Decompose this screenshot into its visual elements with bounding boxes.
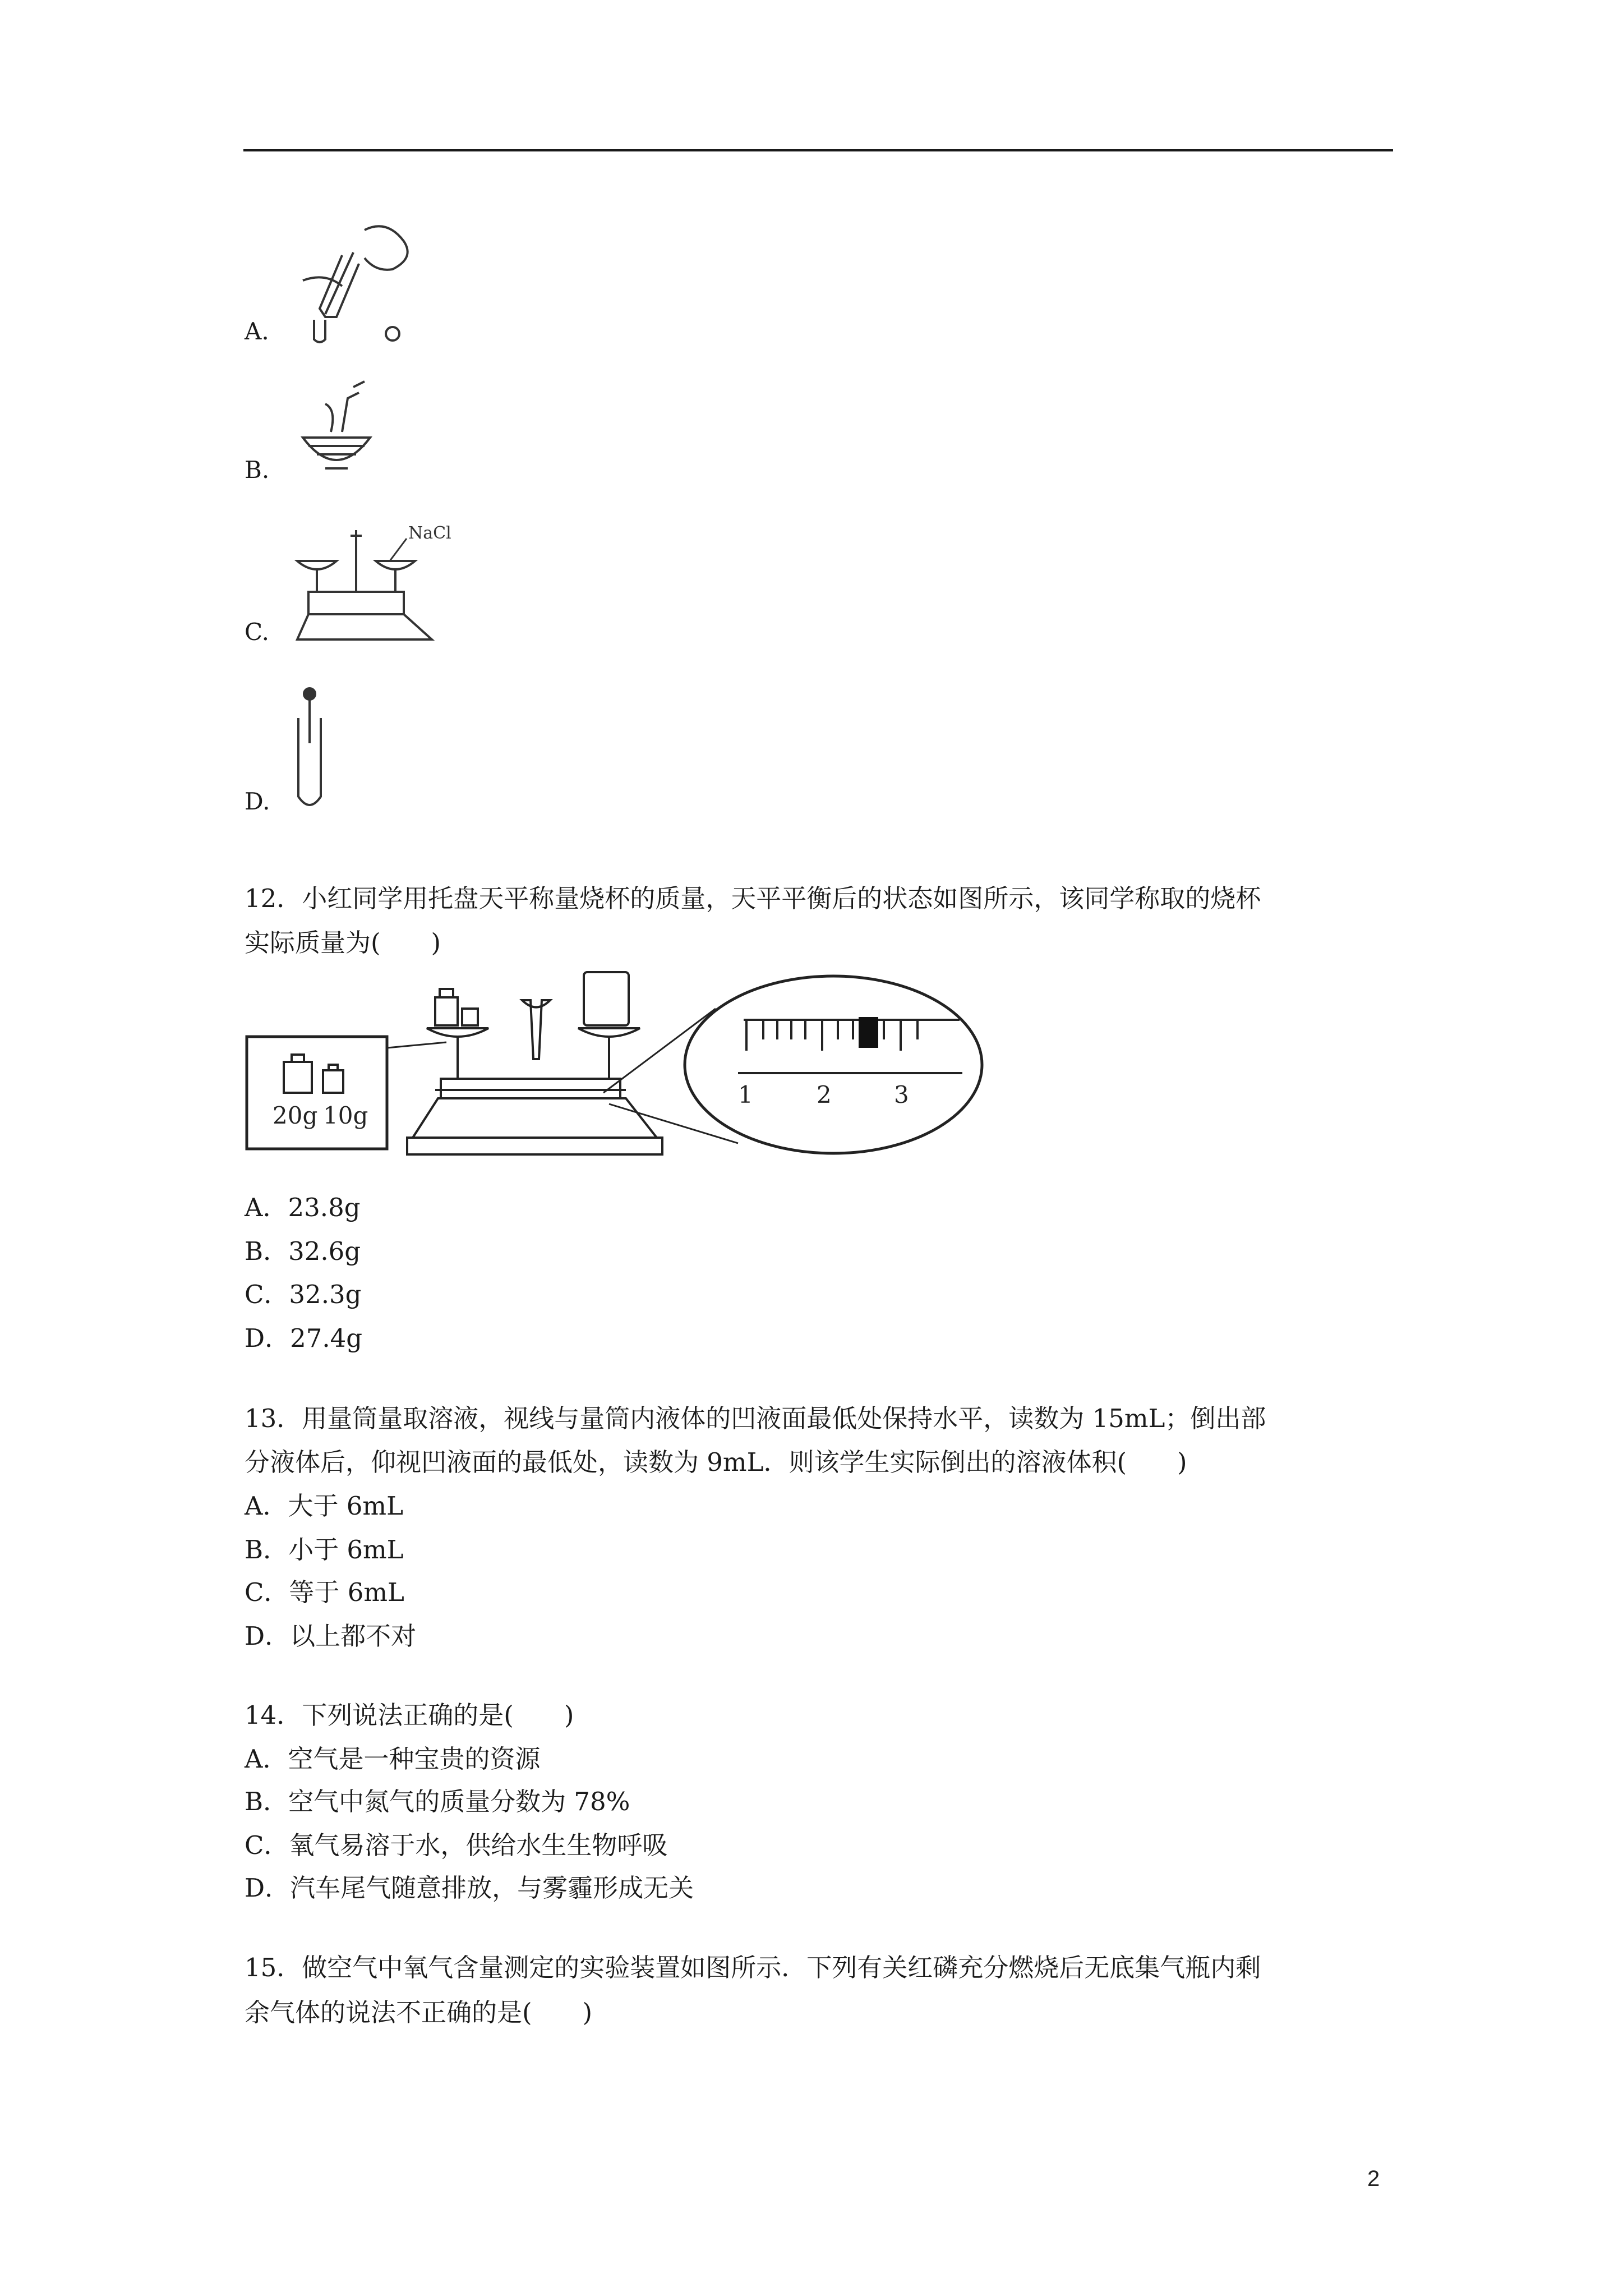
q12-option-c: C．32.3g — [245, 1280, 362, 1309]
q13-option-c: C．等于 6mL — [245, 1577, 404, 1607]
dropper-dispensing-illustration — [280, 219, 421, 348]
scale-tick-1: 1 — [738, 1081, 753, 1108]
q14-option-b: B．空气中氮气的质量分数为 78% — [245, 1787, 630, 1816]
q11-option-b-label: B. — [245, 456, 270, 484]
balance-weighing-nacl-illustration — [292, 513, 460, 648]
q13-option-a: A．大于 6mL — [245, 1491, 403, 1521]
q12-option-b: B．32.6g — [245, 1236, 361, 1266]
q11-option-c-label: C. — [245, 618, 269, 646]
q13-option-b: B．小于 6mL — [245, 1535, 404, 1565]
q11-option-d-label: D. — [245, 788, 270, 815]
q11-option-a-label: A. — [245, 318, 269, 345]
q13-stem-line2: 分液体后，仰视凹液面的最低处，读数为 9mL．则该学生实际倒出的溶液体积( ) — [245, 1447, 1187, 1477]
q12-option-d: D．27.4g — [245, 1323, 363, 1353]
q12-option-a: A．23.8g — [245, 1193, 361, 1222]
q14-stem-line1: 14．下列说法正确的是( ) — [245, 1700, 574, 1730]
page-number: 2 — [1367, 2166, 1380, 2191]
evaporating-dish-illustration — [292, 376, 381, 488]
q14-option-a: A．空气是一种宝贵的资源 — [245, 1744, 541, 1774]
scale-tick-3: 3 — [894, 1081, 909, 1108]
weight-20g-label: 20g — [273, 1102, 318, 1129]
header-rule — [243, 149, 1393, 151]
q12-stem-line2: 实际质量为( ) — [245, 928, 441, 958]
scale-tick-2: 2 — [817, 1081, 832, 1108]
balance-scale-figure — [245, 975, 1013, 1177]
q13-option-d: D．以上都不对 — [245, 1621, 417, 1651]
weight-10g-label: 10g — [323, 1102, 368, 1129]
q15-stem-line2: 余气体的说法不正确的是( ) — [245, 1998, 593, 2027]
test-tube-dropper-illustration — [293, 687, 326, 811]
nacl-label: NaCl — [408, 523, 451, 543]
q14-option-d: D．汽车尾气随意排放，与雾霾形成无关 — [245, 1873, 694, 1903]
q15-stem-line1: 15．做空气中氧气含量测定的实验装置如图所示．下列有关红磷充分燃烧后无底集气瓶内剩 — [245, 1953, 1261, 1982]
q12-stem-line1: 12．小红同学用托盘天平称量烧杯的质量，天平平衡后的状态如图所示，该同学称取的烧杯 — [245, 884, 1261, 913]
q14-option-c: C．氧气易溶于水，供给水生生物呼吸 — [245, 1830, 668, 1860]
q13-stem-line1: 13．用量筒量取溶液，视线与量筒内液体的凹液面最低处保持水平，读数为 15mL；倒出部 — [245, 1404, 1266, 1433]
